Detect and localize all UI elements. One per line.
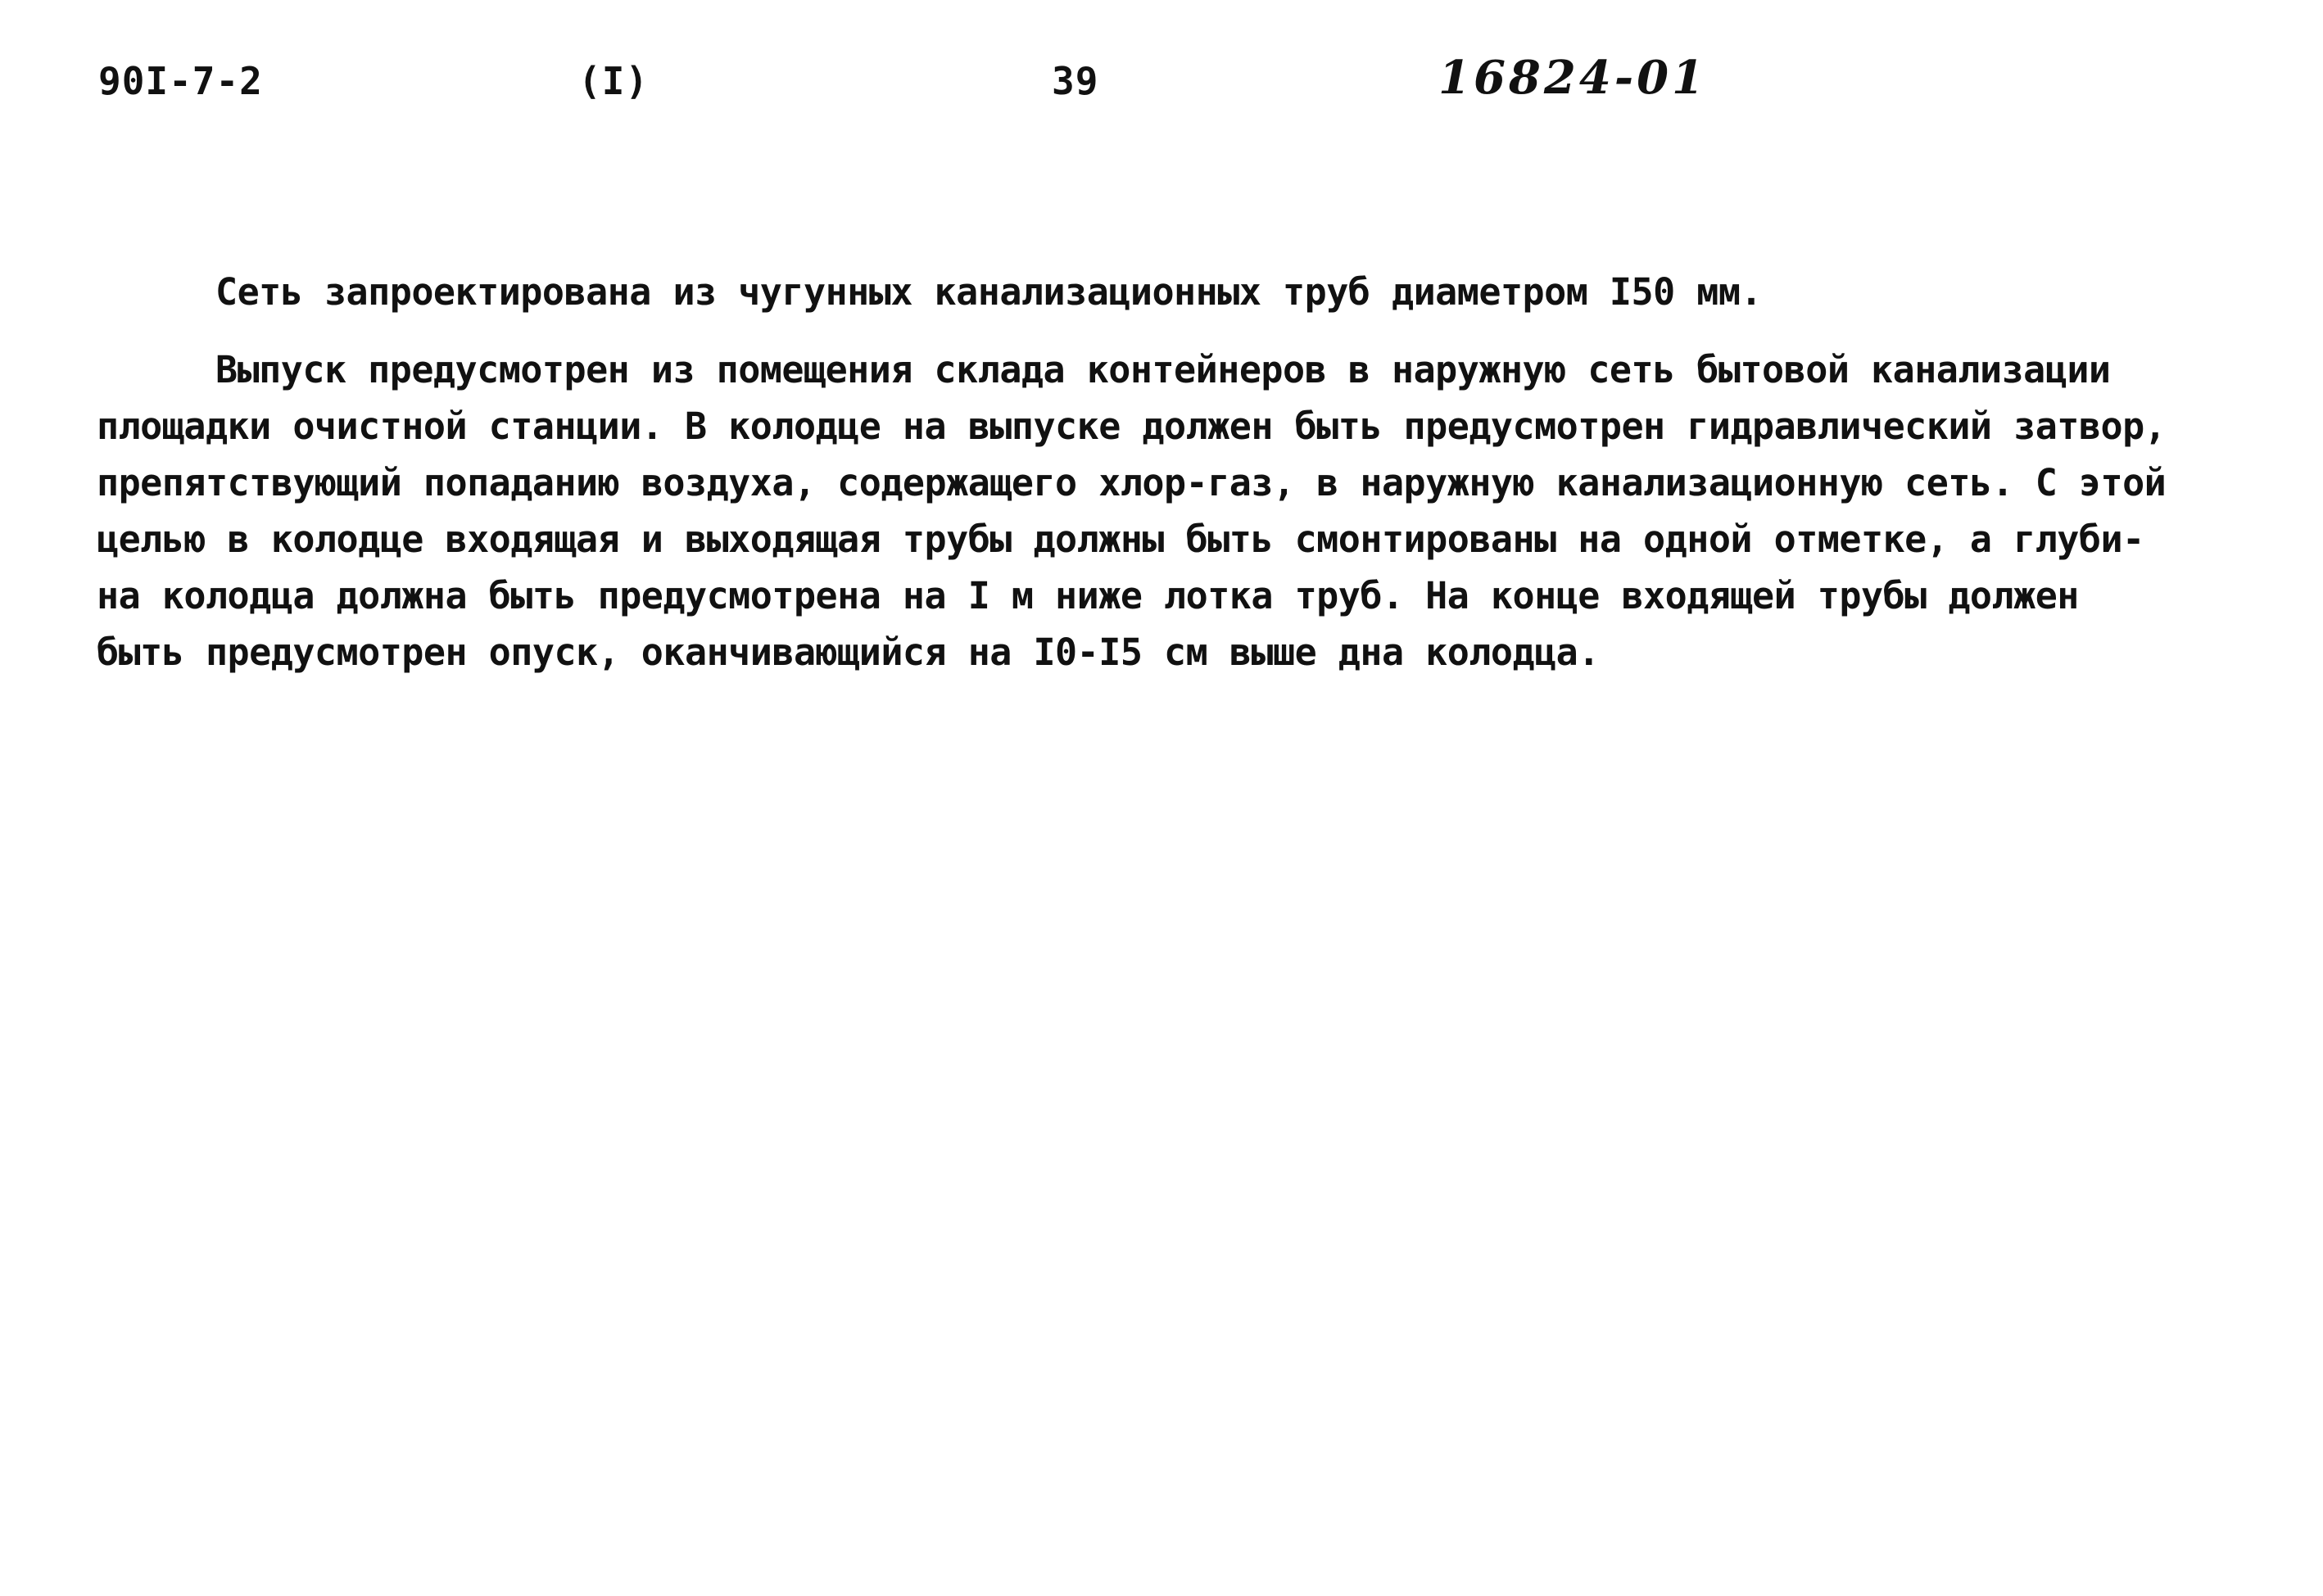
document-body — [97, 264, 2243, 680]
text-line: Сеть запроектирована из чугунных канализационных труб диаметром I50 мм. — [215, 270, 1763, 314]
page-number: 39 — [1052, 59, 1099, 103]
text-line: площадки очистной станции. В колодце на выпуске должен быть предусмотрен гидравлический затвор, — [97, 405, 2167, 448]
paragraph-2 — [97, 341, 2243, 680]
paragraph-1 — [97, 264, 2243, 320]
text-line: препятствующий попаданию воздуха, содержащего хлор-газ, в наружную канализационную сеть. С этой — [97, 461, 2167, 504]
text-line: Выпуск предусмотрен из помещения склада контейнеров в наружную сеть бытовой канализации — [215, 348, 2111, 391]
text-line: на колодца должна быть предусмотрена на I м ниже лотка труб. На конце входящей трубы должен — [97, 574, 2079, 617]
text-line: целью в колодце входящая и выходящая трубы должны быть смонтированы на одной отметке, а глуби- — [97, 518, 2144, 561]
text-line: быть предусмотрен опуск, оканчивающийся на I0-I5 см выше дна колодца. — [97, 631, 1600, 674]
handwritten-inventory-number: 16824-01 — [1438, 51, 1707, 105]
document-series-number: 90I-7-2 — [98, 59, 263, 103]
document-volume: (I) — [578, 59, 650, 103]
